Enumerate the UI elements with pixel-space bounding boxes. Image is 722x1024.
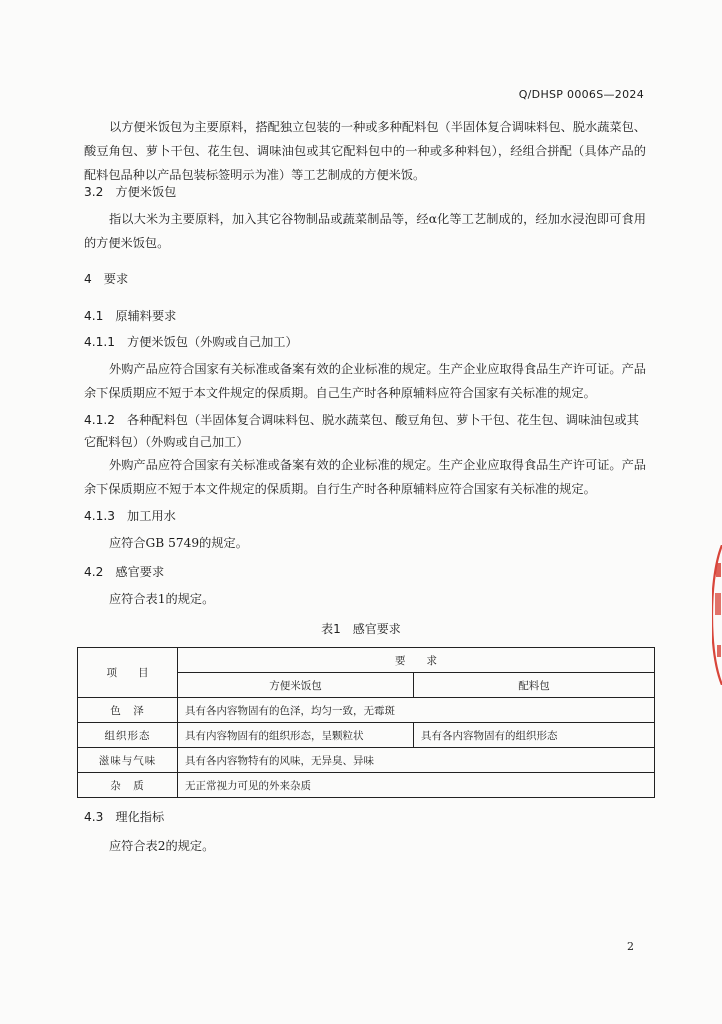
header-rice-pack-cell: 方便米饭包 [178, 673, 414, 698]
section-4-1-1-heading [84, 331, 298, 353]
section-3-2-text: 指以大米为主要原料，加入其它谷物制品或蔬菜制品等，经α化等工艺制成的，经加水浸泡即可食用的方便米饭包。 [84, 212, 646, 250]
section-number: 3.2 [84, 185, 104, 199]
section-number: 4.2 [84, 565, 104, 579]
seal-mark [715, 593, 721, 615]
section-4-1-heading [84, 305, 176, 327]
section-title: 要求 [103, 272, 129, 286]
section-number: 4.1.2 [84, 413, 116, 427]
section-4-1-3-text: 应符合GB 5749的规定。 [109, 536, 248, 550]
section-4-1-3-heading [84, 505, 176, 527]
row-value-cell: 具有各内容物固有的色泽，均匀一致，无霉斑 [178, 698, 655, 723]
document-number: Q/DHSP 0006S—2024 [518, 88, 644, 101]
section-number: 4.3 [84, 810, 104, 824]
section-title: 理化指标 [115, 810, 165, 824]
section-number: 4.1.3 [84, 509, 116, 523]
table-row [78, 698, 655, 723]
seal-mark [716, 563, 721, 577]
section-title: 方便米饭包 [115, 185, 177, 199]
table-header-row [78, 648, 655, 673]
section-4-heading [84, 268, 128, 290]
row-pack-value-cell: 具有各内容物固有的组织形态 [414, 723, 655, 748]
seal-stamp-fragment [712, 545, 722, 685]
seal-mark [717, 645, 721, 657]
section-4-2-heading [84, 561, 164, 583]
row-value-cell: 具有各内容物特有的风味，无异臭、异味 [178, 748, 655, 773]
row-value-cell: 无正常视力可见的外来杂质 [178, 773, 655, 798]
row-item-cell: 色 泽 [78, 698, 178, 723]
section-title: 加工用水 [127, 509, 176, 523]
section-3-2-heading [84, 181, 176, 203]
section-number: 4.1 [84, 309, 104, 323]
intro-paragraph: 以方便米饭包为主要原料，搭配独立包装的一种或多种配料包（半固体复合调味料包、脱水蔬菜包、酸豆角包、萝卜干包、花生包、调味油包或其它配料包中的一种或多种料包），经组合拼配（具体产品的配料包品种以产品包装标签明示为准）等工艺制成的方便米饭。 [84, 120, 646, 182]
section-4-2-text: 应符合表1的规定。 [109, 592, 215, 606]
header-seasoning-pack-cell: 配料包 [414, 673, 655, 698]
page-number: 2 [627, 940, 634, 953]
header-item-cell: 项 目 [78, 648, 178, 698]
section-4-1-2-heading [84, 409, 646, 453]
table-row [78, 773, 655, 798]
table-row [78, 723, 655, 748]
section-number: 4 [84, 272, 92, 286]
row-item-cell: 组织形态 [78, 723, 178, 748]
section-4-1-2-text: 外购产品应符合国家有关标准或备案有效的企业标准的规定。生产企业应取得食品生产许可证。产品余下保质期应不短于本文件规定的保质期。自行生产时各种原辅料应符合国家有关标准的规定。 [84, 458, 646, 496]
row-item-cell: 杂 质 [78, 773, 178, 798]
section-4-3-text: 应符合表2的规定。 [109, 839, 215, 853]
section-4-3-heading [84, 806, 164, 828]
row-item-cell: 滋味与气味 [78, 748, 178, 773]
header-requirement-cell: 要 求 [178, 648, 655, 673]
section-4-1-1-text: 外购产品应符合国家有关标准或备案有效的企业标准的规定。生产企业应取得食品生产许可证。产品余下保质期应不短于本文件规定的保质期。自己生产时各种原辅料应符合国家有关标准的规定。 [84, 362, 646, 400]
section-number: 4.1.1 [84, 335, 116, 349]
table-row [78, 748, 655, 773]
table-1-caption: 表1 感官要求 [321, 622, 401, 636]
section-title: 方便米饭包（外购或自己加工） [127, 335, 298, 349]
section-title: 各种配料包（半固体复合调味料包、脱水蔬菜包、酸豆角包、萝卜干包、花生包、调味油包或其它配料包）（外购或自己加工） [84, 413, 639, 449]
section-title: 原辅料要求 [115, 309, 177, 323]
sensory-requirements-table [77, 647, 655, 798]
row-rice-value-cell: 具有内容物固有的组织形态，呈颗粒状 [178, 723, 414, 748]
section-title: 感官要求 [115, 565, 165, 579]
